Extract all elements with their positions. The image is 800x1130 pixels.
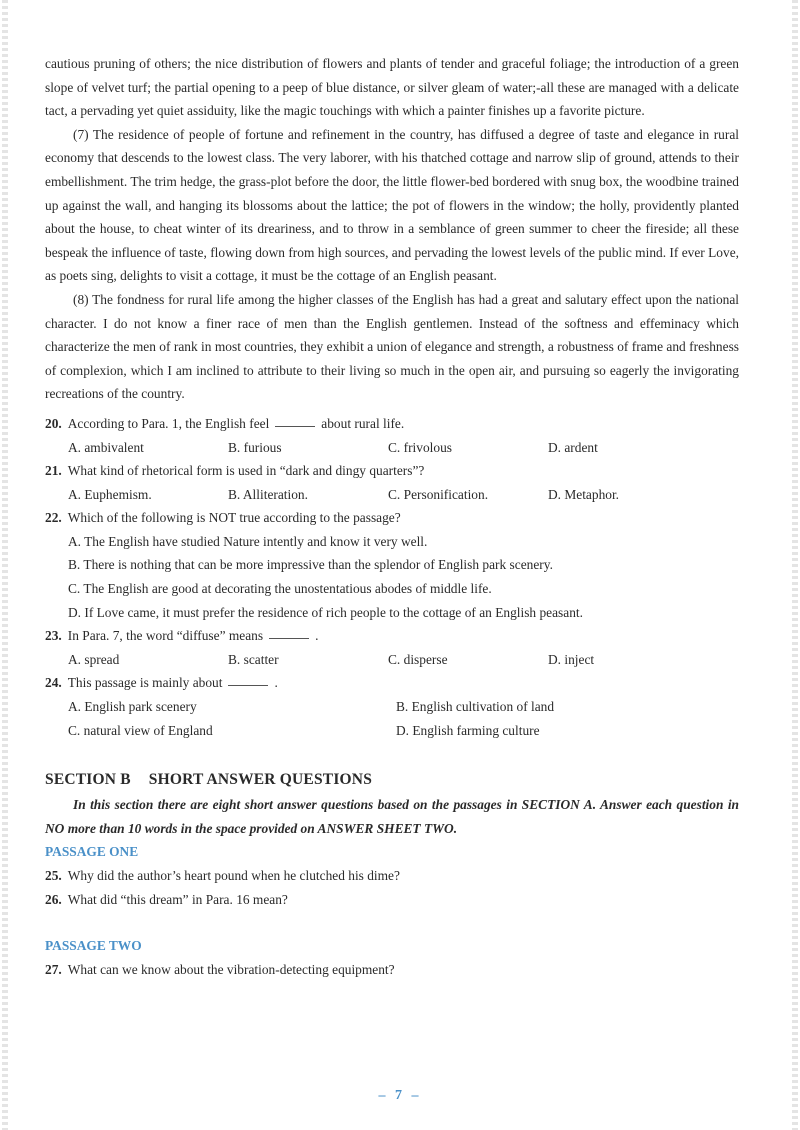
answer-blank xyxy=(269,624,309,639)
page-number: – 7 – xyxy=(378,1088,422,1103)
question-number: 22. xyxy=(45,510,62,526)
option-b: B. scatter xyxy=(228,651,279,667)
option-c: C. natural view of England xyxy=(68,722,213,738)
option-c: C. Personification. xyxy=(388,486,489,502)
section-b-instructions: In this section there are eight short answer questions based on the passages in SECTION A. Answer each question in NO more than 10 words in the space provided on ANSWER SHEET TWO. xyxy=(45,797,739,836)
options-21 xyxy=(45,483,739,507)
option-b: B. There is nothing that can be more impressive than the splendor of English park scenery. xyxy=(68,557,553,573)
answer-blank xyxy=(275,412,315,427)
question-text: What did “this dream” in Para. 16 mean? xyxy=(67,891,288,907)
question-21 xyxy=(45,459,739,483)
passage-one-label: PASSAGE ONE xyxy=(45,844,139,860)
option-c: C. The English are good at decorating the unostentatious abodes of middle life. xyxy=(68,581,492,597)
question-27 xyxy=(45,958,739,982)
option-a: A. spread xyxy=(68,651,120,667)
option-a: A. English park scenery xyxy=(68,699,197,715)
option-d: D. Metaphor. xyxy=(548,486,620,502)
question-26 xyxy=(45,888,739,912)
question-number: 24. xyxy=(45,675,62,691)
question-number: 25. xyxy=(45,868,62,883)
option-c: C. frivolous xyxy=(388,439,452,455)
option-b: B. furious xyxy=(228,439,282,455)
question-24 xyxy=(45,671,739,695)
question-number: 20. xyxy=(45,415,62,431)
question-text-end: . xyxy=(315,628,319,644)
option-a: A. The English have studied Nature intently and know it very well. xyxy=(68,533,428,549)
paragraph-6-continued: cautious pruning of others; the nice distribution of flowers and plants of tender and graceful foliage; the introduction of a green slope of velvet turf; the partial opening to a peep of blue distance, or silver gleam of water;-all these are managed with a delicate tact, a pervading yet quiet assiduity, like the magic touchings with which a painter finishes up a favorite picture. xyxy=(45,56,739,119)
section-title: SHORT ANSWER QUESTIONS xyxy=(148,771,373,789)
option-a: A. Euphemism. xyxy=(68,486,152,502)
option-d: D. English farming culture xyxy=(396,722,540,738)
question-number: 23. xyxy=(45,628,62,644)
question-text: Which of the following is NOT true according to the passage? xyxy=(67,510,401,526)
page-edge-right xyxy=(792,0,798,1130)
question-text: What kind of rhetorical form is used in “dark and dingy quarters”? xyxy=(67,463,425,479)
option-a: A. ambivalent xyxy=(68,439,144,455)
option-b: B. English cultivation of land xyxy=(396,699,555,715)
paragraph-8: (8) The fondness for rural life among the higher classes of the English has had a great and salutary effect upon the national character. I do not know a finer race of men than the English gentlemen. Instead of the softness and effeminacy which characterize the men of rank in most countries, they exhibit a union of elegance and strength, a robustness of frame and freshness of complexion, which I am inclined to attribute to their living so much in the open air, and pursuing so eagerly the invigorating recreations of the country. xyxy=(45,291,739,402)
question-20 xyxy=(45,412,739,436)
option-c: C. disperse xyxy=(388,651,448,667)
passage-two-label: PASSAGE TWO xyxy=(45,938,142,954)
option-d: D. If Love came, it must prefer the residence of rich people to the cottage of an English peasant. xyxy=(68,604,583,620)
page-content xyxy=(45,52,739,981)
option-d: D. inject xyxy=(548,651,595,667)
question-number: 27. xyxy=(45,961,62,977)
question-22 xyxy=(45,506,739,530)
question-text: According to Para. 1, the English feel xyxy=(67,415,270,431)
question-text-end: about rural life. xyxy=(321,415,405,431)
question-number: 21. xyxy=(45,463,62,479)
question-23 xyxy=(45,624,739,648)
question-text-end: . xyxy=(274,675,278,691)
options-24-row-2 xyxy=(45,719,739,743)
question-25 xyxy=(45,864,739,888)
question-text: What can we know about the vibration-detecting equipment? xyxy=(67,961,395,977)
question-text: In Para. 7, the word “diffuse” means xyxy=(67,628,264,644)
question-text: Why did the author’s heart pound when he clutched his dime? xyxy=(67,868,400,883)
option-b: B. Alliteration. xyxy=(228,486,308,502)
section-label: SECTION B xyxy=(45,771,131,789)
page-edge-left xyxy=(2,0,8,1130)
question-text: This passage is mainly about xyxy=(67,675,223,691)
answer-blank xyxy=(228,671,268,686)
options-20 xyxy=(45,436,739,460)
question-number: 26. xyxy=(45,891,62,907)
options-23 xyxy=(45,648,739,672)
paragraph-7: (7) The residence of people of fortune and refinement in the country, has diffused a degree of taste and elegance in rural economy that descends to the lowest class. The very laborer, with his thatched cottage and narrow slip of ground, attends to their embellishment. The trim hedge, the grass-plot before the door, the little flower-bed bordered with snug box, the woodbine trained up against the wall, and hanging its blossoms about the lattice; the pot of flowers in the window; the holly, providently planted about the house, to cheat winter of its dreariness, and to throw in a semblance of green summer to cheer the fireside; all these bespeak the influence of taste, flowing down from high sources, and pervading the lowest levels of the public mind. If ever Love, as poets sing, delights to visit a cottage, it must be the cottage of an English peasant. xyxy=(45,126,739,284)
options-24-row-1 xyxy=(45,695,739,719)
option-d: D. ardent xyxy=(548,439,598,455)
section-b-heading xyxy=(45,767,739,793)
